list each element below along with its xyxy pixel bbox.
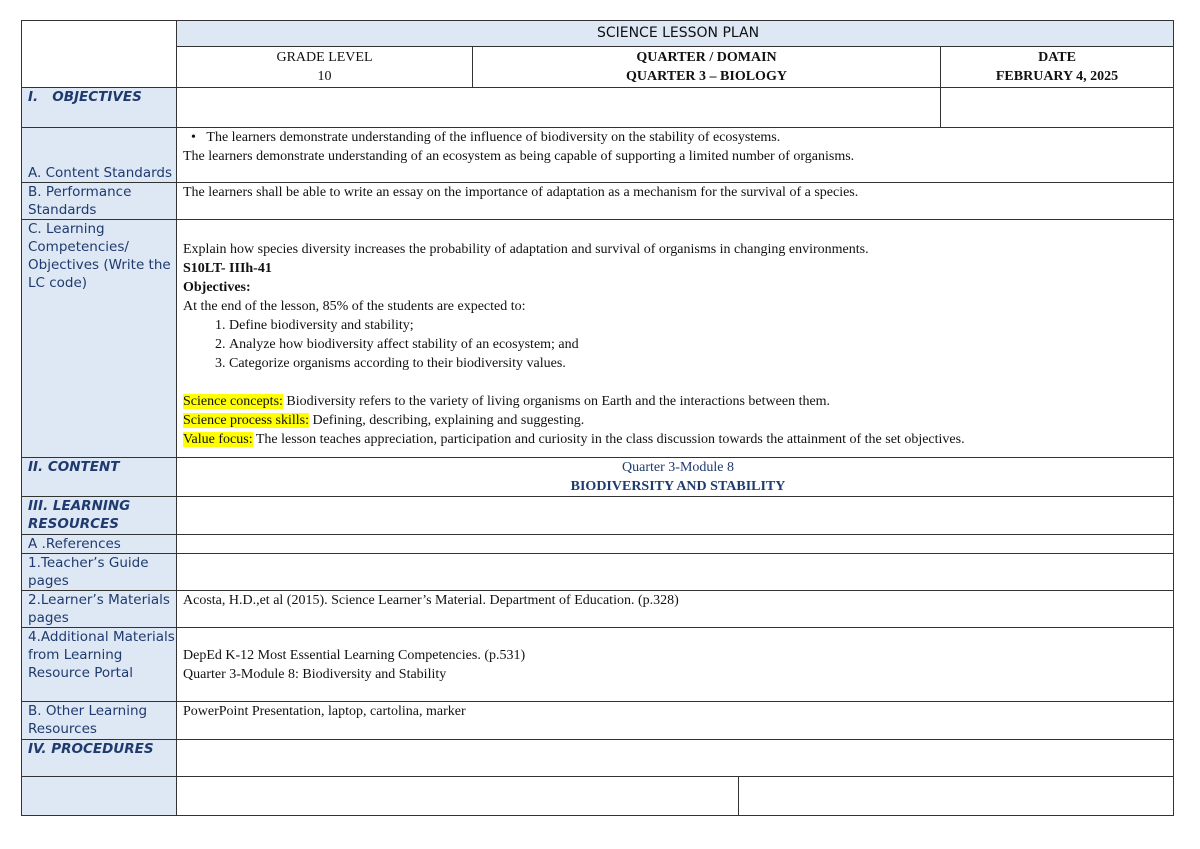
grade-label: GRADE LEVEL [276,50,373,65]
procedures-split-cell [177,777,1174,816]
bullet-text: The learners demonstrate understanding of the influence of biodiversity on the stability of ecosystems. [206,130,781,145]
competency-text: Explain how species diversity increases the probability of adaptation and survival of organisms in changing environments. [183,242,869,257]
science-concepts-text: Biodiversity refers to the variety of living organisms on Earth and the interactions between them. [282,394,831,409]
teachers-guide-label: 1.Teacher’s Guide pages [22,554,177,591]
value-focus [183,430,1173,449]
content-standards-bullet: • The learners demonstrate understanding of the influence of biodiversity on the stability of ecosystems. [191,130,781,145]
lc-code: S10LT- IIIh-41 [183,261,272,276]
objectives-date-cell [941,88,1174,128]
content-standards-cell [177,128,1174,183]
objective-item: 2. Analyze how biodiversity affect stability of an ecosystem; and [229,335,1173,354]
procedures-left [177,777,739,815]
performance-standards-text: The learners shall be able to write an essay on the importance of adaptation as a mechanism for the survival of a species. [177,183,1174,220]
quarter-value: QUARTER 3 – BIOLOGY [626,69,787,84]
date-value: FEBRUARY 4, 2025 [995,69,1119,84]
module-title: BIODIVERSITY AND STABILITY [570,479,786,494]
objective-item: 3. Categorize organisms according to their biodiversity values. [229,354,1173,373]
content-standards-label: A. Content Standards [22,128,177,183]
objectives-heading: I. OBJECTIVES [22,88,177,128]
date-label: DATE [1038,50,1076,65]
content-cell [177,458,1174,497]
objectives-list [183,316,1173,373]
process-skills [183,411,1173,430]
blank-label-cell [22,777,177,816]
value-focus-label: Value focus: [183,432,253,447]
process-skills-label: Science process skills: [183,413,309,428]
grade-level [177,47,473,88]
other-resources-text: PowerPoint Presentation, laptop, cartolina, marker [177,702,1174,740]
lesson-plan-table [21,20,1174,816]
learners-materials-label: 2.Learner’s Materials pages [22,591,177,628]
objective-item: 1. Define biodiversity and stability; [229,316,1173,335]
other-resources-label: B. Other Learning Resources [22,702,177,740]
value-focus-text: The lesson teaches appreciation, participation and curiosity in the class discussion towards the attainment of the set objectives. [252,432,965,447]
content-standards-line: The learners demonstrate understanding of an ecosystem as being capable of supporting a limited number of organisms. [183,149,855,164]
procedures-cell [177,740,1174,777]
additional-materials-label: 4.Additional Materials from Learning Resource Portal [22,628,177,702]
procedures-heading: IV. PROCEDURES [22,740,177,777]
module-name: Quarter 3-Module 8 [622,460,734,475]
additional-line-1: DepEd K-12 Most Essential Learning Competencies. (p.531) [183,648,526,663]
resources-heading: III. LEARNING RESOURCES [22,497,177,535]
additional-materials-cell [177,628,1174,702]
procedures-right [739,777,1173,815]
objectives-cell [177,88,941,128]
science-concepts [183,392,1173,411]
corner-cell [22,21,177,88]
additional-line-2: Quarter 3-Module 8: Biodiversity and Stability [183,667,447,682]
learners-materials-text: Acosta, H.D.,et al (2015). Science Learner’s Material. Department of Education. (p.328) [177,591,1174,628]
references-cell [177,535,1174,554]
process-skills-text: Defining, describing, explaining and suggesting. [308,413,585,428]
performance-standards-label: B. Performance Standards [22,183,177,220]
quarter-domain [473,47,941,88]
date [941,47,1174,88]
objectives-subheading: Objectives: [183,280,251,295]
competencies-label: C. Learning Competencies/ Objectives (Write the LC code) [22,220,177,458]
science-concepts-label: Science concepts: [183,394,283,409]
references-label: A .References [22,535,177,554]
competencies-cell [177,220,1174,458]
objectives-intro: At the end of the lesson, 85% of the students are expected to: [183,299,526,314]
quarter-label: QUARTER / DOMAIN [636,50,777,65]
content-heading: II. CONTENT [22,458,177,497]
teachers-guide-cell [177,554,1174,591]
grade-value: 10 [317,69,332,84]
resources-cell [177,497,1174,535]
plan-title: SCIENCE LESSON PLAN [177,21,1174,47]
